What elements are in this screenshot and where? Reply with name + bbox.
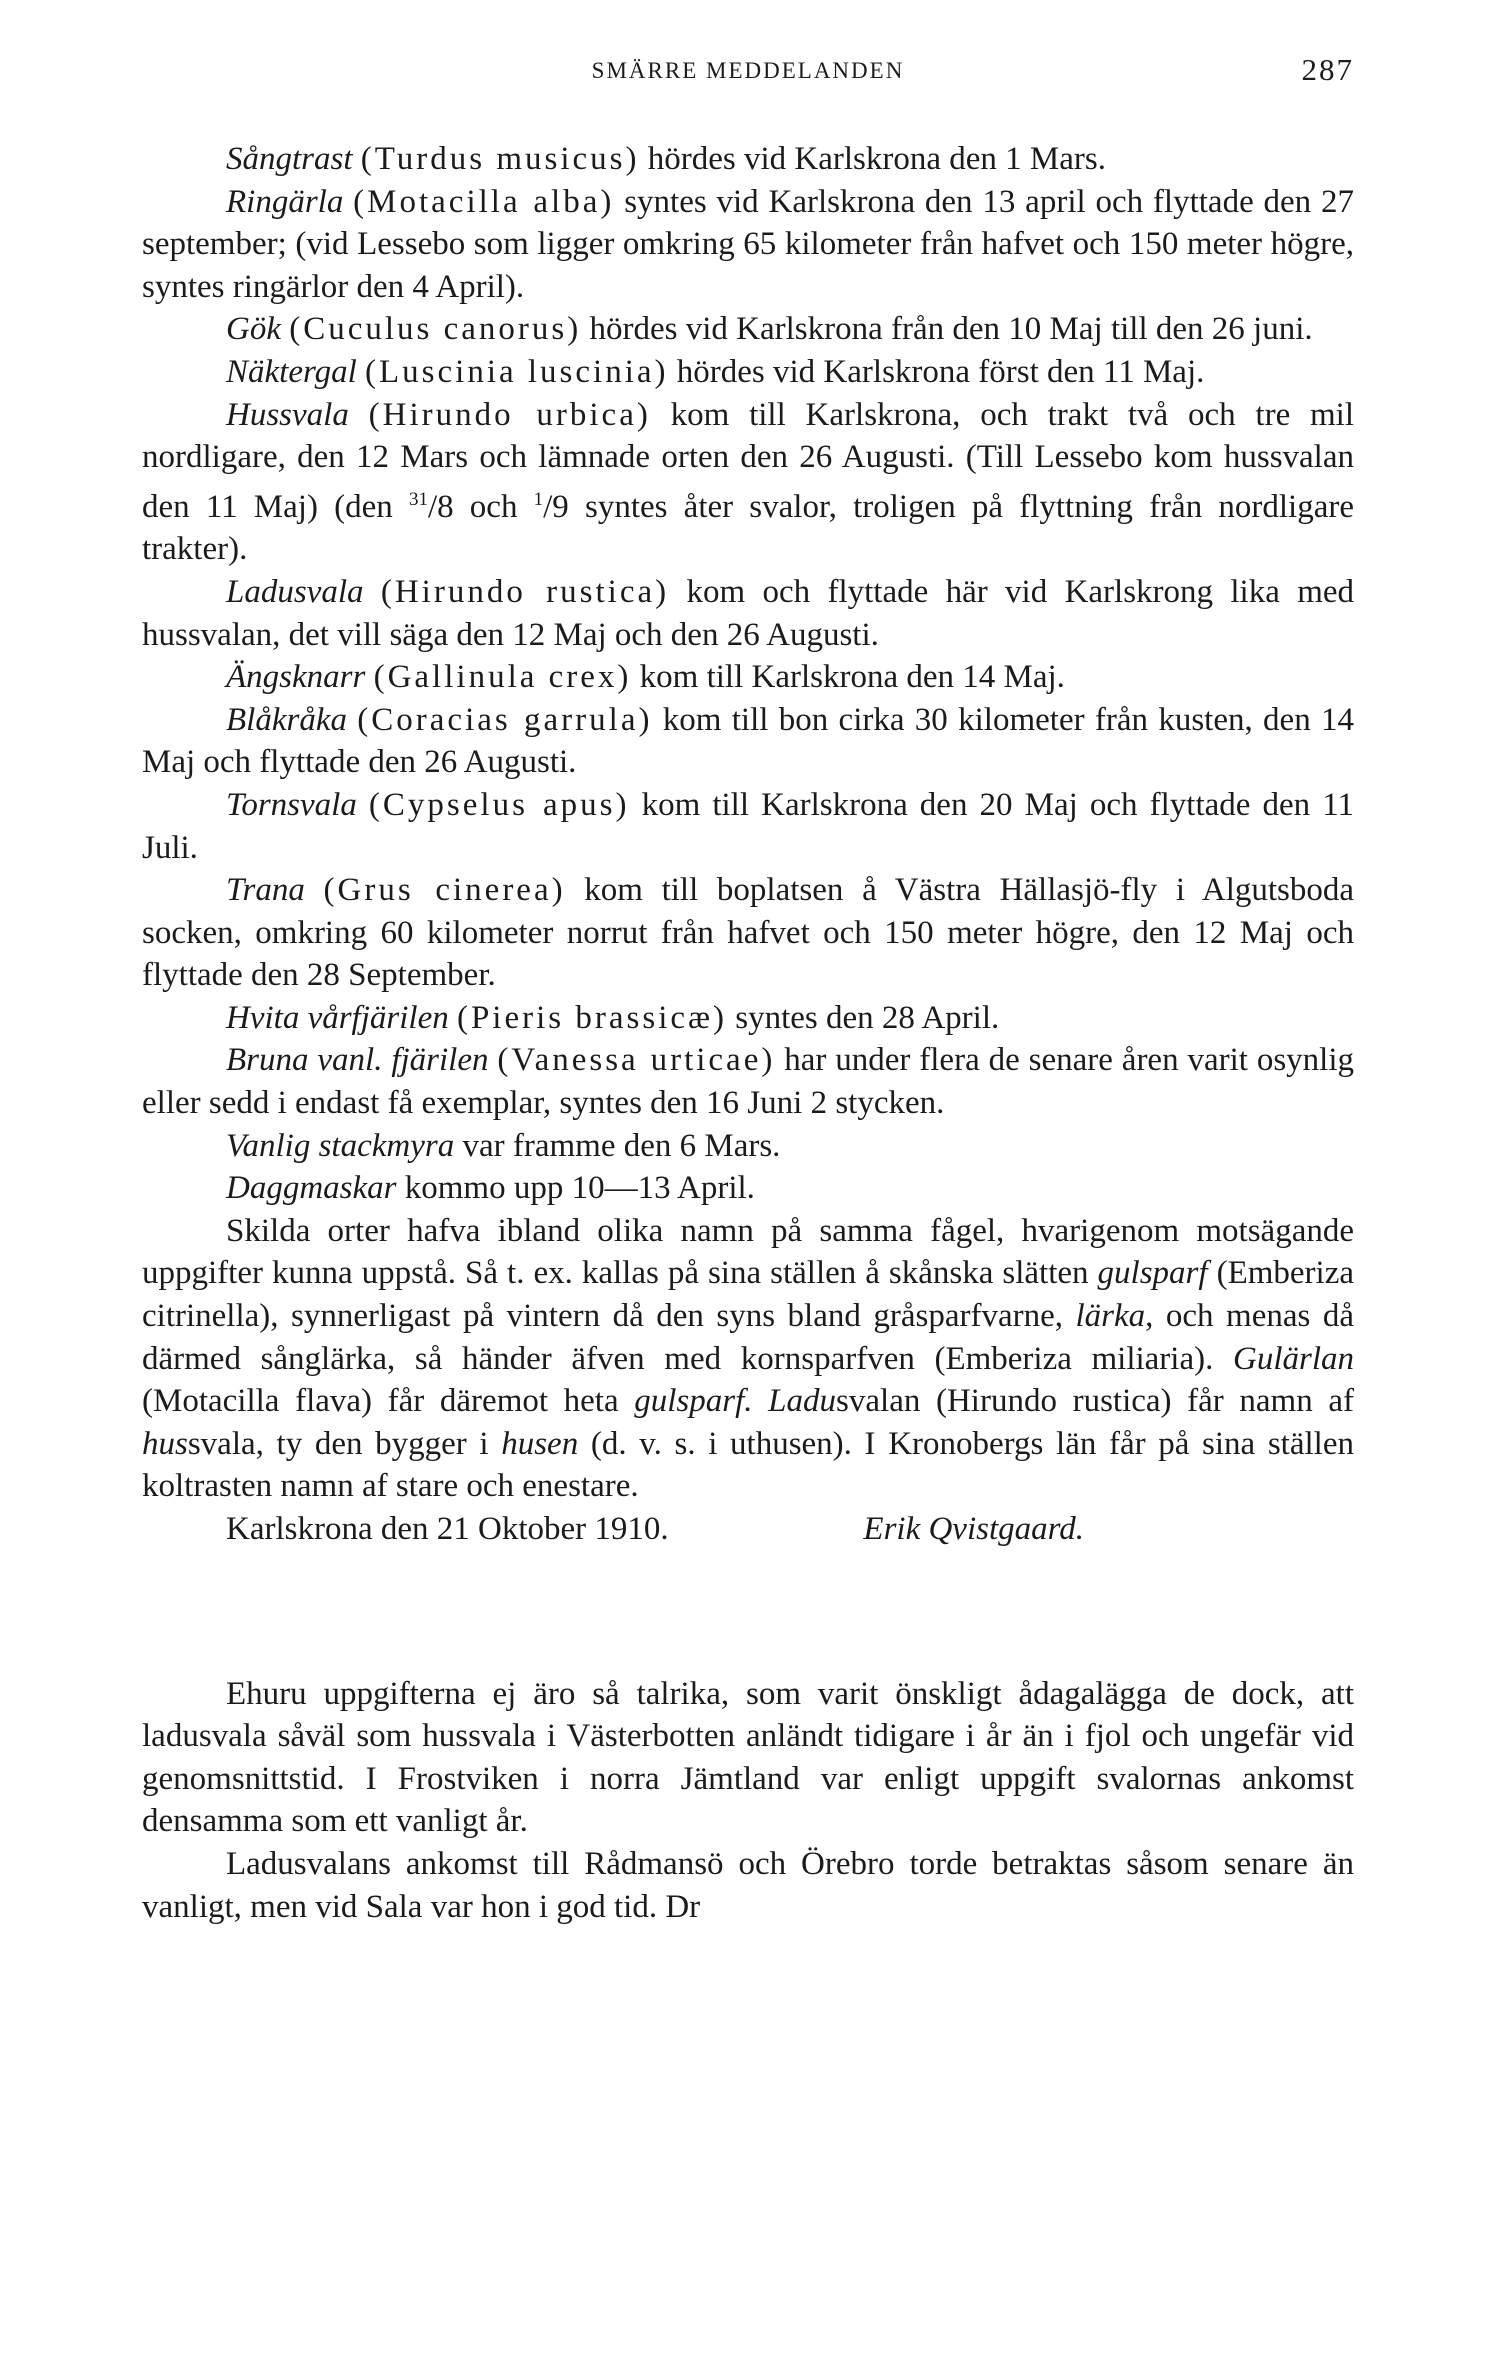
species-name: Blåkråka (226, 701, 347, 738)
species-name: Ladusvala (226, 573, 364, 610)
fraction-numerator: 31 (408, 488, 428, 510)
latin-name: (Coracias garrula) (357, 701, 653, 738)
latin-name: (Gallinula crex) (373, 659, 632, 696)
page (142, 52, 1354, 1928)
entry-gok (142, 308, 1354, 351)
closing-text: (Emberiza citrinella), synnerligast på vintern då den syns bland gråsparfvarne, (142, 1255, 1354, 1335)
followup-paragraph-2: Ladusvalans ankomst till Rådmansö och Örebro torde betraktas såsom senare än vanligt, men vid Sala var hon i god tid. Dr (142, 1845, 1354, 1925)
entry-trana (142, 869, 1354, 997)
entry-text: syntes vid Karlskrona den 13 april och flyttade den 27 september; (vid Lessebo som ligger omkring 65 kilometer från hafvet och 150 meter högre, syntes ringärlor den 4 April). (142, 183, 1354, 305)
followup-paragraph-1: Ehuru uppgifterna ej äro så talrika, som varit önskligt ådagalägga de dock, att ladusvala såväl som hussvala i Västerbotten anländt tidigare i år än i fjol och ungefär vid genomsnittstid. I Frostviken i norra Jämtland var enligt uppgift svalornas ankomst densamma som ett vanligt år. (142, 1675, 1354, 1840)
latin-name: (Pieris brassicæ) (456, 999, 728, 1036)
page-number: 287 (1301, 52, 1354, 87)
latin-name: (Grus cinerea) (323, 872, 566, 909)
species-name: Trana (226, 872, 305, 909)
latin-name: (Turdus musicus) (360, 141, 640, 177)
fraction-numerator: 1 (533, 488, 544, 510)
entry-text: hördes vid Karlskrona från den 10 Maj till den 26 juni. (581, 311, 1313, 348)
italic-term: husen (501, 1425, 579, 1462)
entry-blakraka (142, 699, 1354, 784)
signature-author: Erik Qvistgaard. (863, 1511, 1084, 1547)
running-head: SMÄRRE MEDDELANDEN (591, 58, 905, 83)
closing-text: Skilda orter hafva ibland olika namn på samma fågel, hvarigenom motsägande uppgifter kunna uppstå. Så t. ex. kallas på sina ställen å skånska slätten (142, 1212, 1354, 1292)
entry-text: var framme den 6 Mars. (454, 1127, 781, 1164)
entry-text: kom till Karlskrona den 20 Maj och flyttade den 11 Juli. (142, 786, 1355, 866)
entry-stackmyra (142, 1125, 1354, 1168)
entry-text: kom till boplatsen å Västra Hällasjö-fly i Algutsboda socken, omkring 60 kilometer norrut från hafvet och 150 meter högre, den 12 Maj och flyttade den 28 September. (142, 872, 1355, 994)
italic-term: gulsparf. (634, 1383, 753, 1420)
closing-text: svala, ty den bygger i (187, 1425, 502, 1462)
entry-hussvala (142, 394, 1354, 571)
species-name: Sångtrast (226, 141, 353, 177)
closing-text: (Motacilla flava) får däremot heta (142, 1383, 635, 1420)
species-name: Näktergal (226, 353, 357, 390)
closing-text: , och menas då därmed sånglärka, så händer äfven med kornsparfven (Emberiza miliaria). (142, 1298, 1354, 1377)
article-body (142, 138, 1354, 1928)
italic-term: gulsparf (1097, 1255, 1208, 1292)
page-header (142, 52, 1354, 94)
entry-ladusvala (142, 571, 1354, 656)
species-name: Gök (226, 311, 281, 348)
closing-paragraph (142, 1210, 1354, 1508)
latin-name: (Luscinia luscinia) (365, 353, 669, 390)
latin-name: (Motacilla alba) (353, 183, 615, 220)
species-name: Hussvala (226, 396, 349, 433)
latin-name: (Cypselus apus) (368, 786, 630, 823)
species-name: Hvita vårfjärilen (226, 999, 449, 1036)
italic-term: Ladu (768, 1383, 837, 1420)
latin-name: (Cuculus canorus) (289, 311, 582, 348)
latin-name: (Hirundo rustica) (380, 573, 670, 610)
latin-name: (Hirundo urbica) (368, 396, 651, 433)
entry-text: kom till Karlskrona den 14 Maj. (631, 659, 1065, 696)
species-name: Daggmaskar (226, 1170, 397, 1207)
entry-text: hördes vid Karlskrona den 1 Mars. (639, 141, 1106, 177)
entry-hvita-varfjarilen (142, 997, 1354, 1040)
entry-naktergal (142, 351, 1354, 394)
latin-name: (Vanessa urticae) (497, 1042, 776, 1079)
entry-text: har under flera de senare åren varit osynlig eller sedd i endast få exemplar, syntes den 16 Juni 2 stycken. (142, 1042, 1355, 1122)
entry-text: kommo upp 10—13 April. (396, 1170, 755, 1207)
species-name: Bruna vanl. fjärilen (226, 1042, 489, 1079)
entry-daggmaskar (142, 1167, 1354, 1210)
entry-text: hördes vid Karlskrona först den 11 Maj. (668, 353, 1205, 390)
entry-sangtrast (142, 138, 1354, 181)
closing-text: (d. v. s. i uthusen). I Kronobergs län får på sina ställen koltrasten namn af stare och enestare. (142, 1425, 1354, 1505)
entry-bruna-fjarilen (142, 1039, 1354, 1124)
italic-term: Gulärlan (1232, 1340, 1354, 1377)
entry-tornsvala (142, 784, 1354, 869)
signature-place-date: Karlskrona den 21 Oktober 1910. (226, 1511, 669, 1547)
entry-ringarla (142, 181, 1354, 309)
entry-text-tail: /9 syntes åter svalor, troligen på flyttning från nordligare trakter). (142, 488, 1354, 568)
signature-line (142, 1508, 1354, 1551)
species-name: Tornsvala (226, 786, 357, 823)
species-name: Ringärla (226, 183, 344, 220)
entry-text-mid: /8 och (427, 488, 534, 525)
entry-text: kom till Karlskrona, och trakt två och tre mil nordligare, den 12 Mars och lämnade orten den 26 Augusti. (Till Lessebo kom hussvalan den 11 Maj) (den (142, 396, 1355, 525)
entry-text: kom och flyttade här vid Karlskrong lika med hussvalan, det vill säga den 12 Maj och den 26 Augusti. (142, 573, 1355, 653)
species-name: Ängsknarr (226, 659, 366, 696)
species-name: Vanlig stackmyra (226, 1127, 455, 1164)
entry-text: kom till bon cirka 30 kilometer från kusten, den 14 Maj och flyttade den 26 Augusti. (142, 701, 1354, 781)
entry-angsknarr (142, 656, 1354, 699)
section-gap (142, 1551, 1354, 1673)
closing-text: svalan (Hirundo rustica) får namn af (836, 1383, 1354, 1420)
entry-text: syntes den 28 April. (727, 999, 1000, 1036)
italic-term: lärka (1075, 1298, 1146, 1335)
italic-term: hus (142, 1425, 188, 1462)
